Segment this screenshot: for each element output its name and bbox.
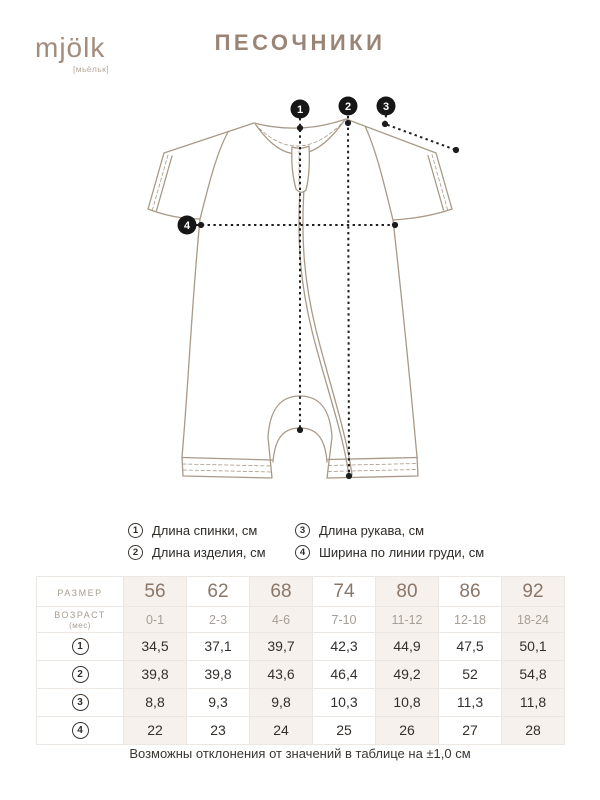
legend-item-3 (295, 519, 484, 541)
measure-row-3-header: 3 (37, 689, 124, 717)
legend-label-4: Ширина по линии груди, см (319, 544, 485, 560)
age-row-header: ВОЗРАСТ (мес) (37, 607, 124, 633)
legend-label-2: Длина изделия, см (152, 544, 266, 560)
measure-row-3 (37, 689, 565, 717)
legend-item-1 (128, 519, 266, 541)
size-cell: 56 (124, 577, 187, 607)
size-row-header: РАЗМЕР (37, 577, 124, 607)
value-cell: 42,3 (313, 633, 376, 661)
age-cell: 7-10 (313, 607, 376, 633)
marker-3-label: 3 (382, 101, 390, 113)
value-cell: 46,4 (313, 661, 376, 689)
value-cell: 39,8 (187, 661, 250, 689)
value-cell: 24 (250, 717, 313, 745)
value-cell: 10,3 (313, 689, 376, 717)
legend-item-4 (295, 541, 484, 563)
measure-row-1 (37, 633, 565, 661)
value-cell: 44,9 (376, 633, 439, 661)
size-cell: 92 (502, 577, 565, 607)
value-cell: 34,5 (124, 633, 187, 661)
legend-num-1: 1 (128, 523, 143, 538)
value-cell: 37,1 (187, 633, 250, 661)
value-cell: 25 (313, 717, 376, 745)
page-title: ПЕСОЧНИКИ (214, 30, 386, 55)
marker-2-label: 2 (344, 101, 352, 113)
measure-row-4-header: 4 (37, 717, 124, 745)
legend-label-1: Длина спинки, см (152, 522, 258, 538)
value-cell: 8,8 (124, 689, 187, 717)
value-cell: 39,7 (250, 633, 313, 661)
size-table (36, 576, 565, 745)
value-cell: 54,8 (502, 661, 565, 689)
legend-column-left (128, 519, 266, 563)
value-cell: 28 (502, 717, 565, 745)
value-cell: 26 (376, 717, 439, 745)
age-cell: 0-1 (124, 607, 187, 633)
tolerance-note: Возможны отклонения от значений в таблице на ±1,0 см (129, 746, 471, 761)
legend-item-2 (128, 541, 266, 563)
brand-logo-transcription: [мьёльк] (72, 64, 109, 75)
value-cell: 43,6 (250, 661, 313, 689)
age-cell: 18-24 (502, 607, 565, 633)
legend-column-right (295, 519, 484, 563)
measure-row-4 (37, 717, 565, 745)
size-cell: 80 (376, 577, 439, 607)
crotch-seam (273, 428, 327, 462)
value-cell: 22 (124, 717, 187, 745)
value-cell: 23 (187, 717, 250, 745)
age-cell: 2-3 (187, 607, 250, 633)
size-row (37, 577, 565, 607)
value-cell: 47,5 (439, 633, 502, 661)
legend-label-3: Длина рукава, см (319, 522, 425, 538)
value-cell: 11,8 (502, 689, 565, 717)
size-cell: 68 (250, 577, 313, 607)
measure-row-2 (37, 661, 565, 689)
age-row (37, 607, 565, 633)
value-cell: 10,8 (376, 689, 439, 717)
size-cell: 74 (313, 577, 376, 607)
size-cell: 62 (187, 577, 250, 607)
value-cell: 9,3 (187, 689, 250, 717)
value-cell: 50,1 (502, 633, 565, 661)
brand-logo-text: mjölk (35, 32, 106, 63)
age-cell: 12-18 (439, 607, 502, 633)
measurement-legend (0, 519, 600, 565)
value-cell: 9,8 (250, 689, 313, 717)
age-cell: 11-12 (376, 607, 439, 633)
romper-measurement-diagram (130, 90, 470, 510)
value-cell: 52 (439, 661, 502, 689)
legend-num-3: 3 (295, 523, 310, 538)
age-cell: 4-6 (250, 607, 313, 633)
value-cell: 27 (439, 717, 502, 745)
legend-num-2: 2 (128, 545, 143, 560)
marker-4-label: 4 (183, 220, 191, 232)
measure-row-1-header: 1 (37, 633, 124, 661)
value-cell: 11,3 (439, 689, 502, 717)
value-cell: 39,8 (124, 661, 187, 689)
measure-row-2-header: 2 (37, 661, 124, 689)
marker-1-label: 1 (296, 104, 304, 116)
size-cell: 86 (439, 577, 502, 607)
legend-num-4: 4 (295, 545, 310, 560)
value-cell: 49,2 (376, 661, 439, 689)
